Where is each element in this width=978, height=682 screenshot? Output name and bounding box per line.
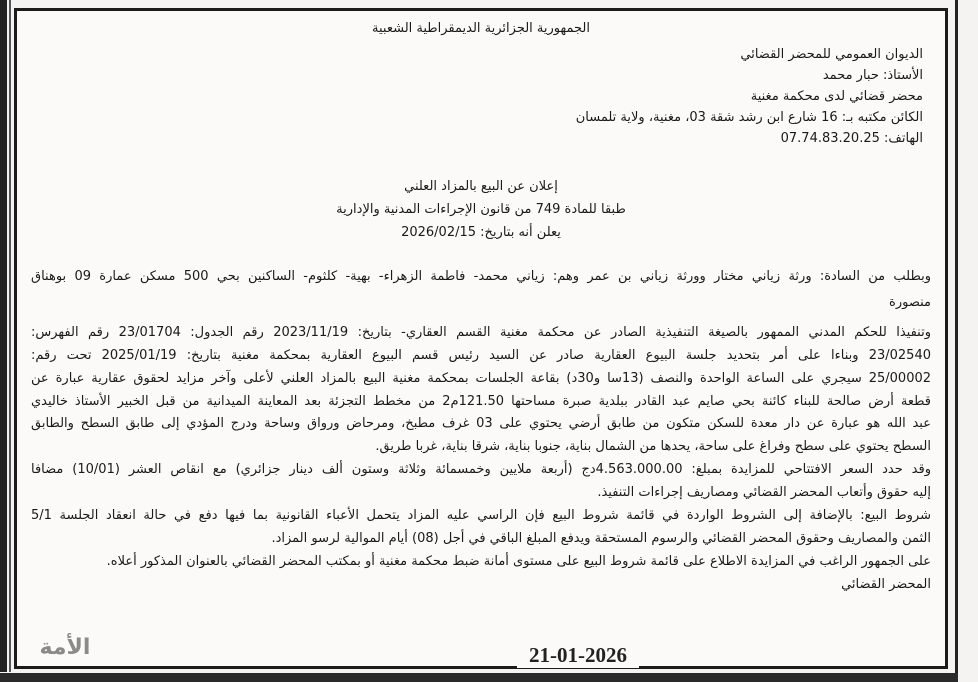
publication-date: 21-01-2026 (517, 643, 639, 668)
body-line: عبد الله هو عبارة عن دار معدة للسكن متكون من طابق أرضي يحتوي على 03 غرف مطبخ، ومرحاض ورواق وساحة ودرج المؤدي إلى طابق السطح والطابق (31, 416, 931, 431)
office-address: الكائن مكتبه بـ: 16 شارع ابن رشد شقة 03، مغنية، ولاية تلمسان (575, 110, 923, 125)
body-line: على الجمهور الراغب في المزايدة الاطلاع على قائمة شروط البيع على مستوى أمانة ضبط محكمة مغنية أو بمكتب المحضر القضائي بالعنوان المذكور أعلاه. (106, 554, 931, 569)
next-ad-border (0, 673, 958, 682)
court-name: محضر قضائي لدى محكمة مغنية (750, 89, 923, 104)
body-line: 23/02540 وبناءا على أمر بتحديد جلسة البيوع العقارية صادر عن السيد رئيس قسم البيوع العقارية بمحكمة مغنية بتاريخ: 2025/01/19 تحت رقم: (31, 348, 931, 363)
left-column-rule (9, 0, 11, 672)
signature-line: المحضر القضائي (841, 577, 931, 592)
body-line: إليه حقوق وأتعاب المحضر القضائي ومصاريف إجراءات التنفيذ. (597, 485, 931, 500)
legal-notice-box (14, 8, 948, 669)
right-column-edge (955, 0, 978, 682)
body-line: منصورة (889, 295, 931, 310)
body-line: وتنفيذا للحكم المدني الممهور بالصيغة التنفيذية الصادر عن محكمة مغنية القسم العقاري- بتاريخ: 2023/11/19 رقم الجدول: 23/01704 رقم الفهرس: (31, 325, 931, 340)
body-line: الثمن والمصاريف وحقوق المحضر القضائي والرسوم المستحقة ويدفع المبلغ الباقي في أجل (08) أيام الموالية لرسو المزاد. (271, 531, 931, 546)
body-line: 25/00002 سيجري على الساعة الواحدة والنصف (13سا و30د) بقاعة الجلسات بمحكمة مغنية البيع بالمزاد العلني لأعلى وآخر مزايد لحقوق عقارية عبارة عن (31, 371, 932, 386)
newspaper-logo (35, 636, 95, 668)
left-page-edge (0, 0, 7, 672)
body-line: وقد حدد السعر الافتتاحي للمزايدة بمبلغ: 4.563.000.00دج (أربعة ملايين وخمسمائة وثلاثة وستون ألف دينار جزائري) مع انقاص العشر (10/01) مضافا (31, 462, 931, 477)
body-line: شروط البيع: بالإضافة إلى الشروط الواردة في قائمة شروط البيع فإن الراسي عليه المزاد يتحمل الأعباء القانونية بما فيها دفع في حالة انعقاد الجلسة 5/1 (31, 508, 931, 523)
logo-tagline-graphic (35, 660, 95, 665)
republic-title: الجمهورية الجزائرية الديمقراطية الشعبية (372, 21, 590, 36)
body-line: السطح يحتوي على سطح وفراغ على ساحة، يحدها من الشمال بناية، جنوبا بناية، شرقا بناية، غربا طريق. (375, 439, 931, 454)
notice-subtitle: طبقا للمادة 749 من قانون الإجراءات المدنية والإدارية (336, 202, 626, 217)
notice-date: يعلن أنه بتاريخ: 2026/02/15 (401, 225, 561, 240)
phone-number: الهاتف: 07.74.83.20.25 (780, 131, 923, 146)
office-name: الديوان العمومي للمحضر القضائي (740, 47, 923, 62)
body-line: وبطلب من السادة: ورثة زياني مختار وورثة زياني بن عمر وهم: زياني محمد- فاطمة الزهراء- بهية- كلثوم- الساكنين بحي 500 مسكن عمارة 09 بوهناق (31, 269, 932, 284)
logo-mark: الأمة (39, 635, 91, 660)
notice-title: إعلان عن البيع بالمزاد العلني (404, 179, 558, 194)
body-line: قطعة أرض صالحة للبناء كائنة بحي صايم عبد القادر ببلدية صبرة مساحتها 121.50م2 من مخطط التجزئة بعد المعاينة الميدانية من قبل الخبير الأستاذ خاليدي (31, 394, 931, 409)
lawyer-name: الأستاذ: حبار محمد (822, 68, 923, 83)
